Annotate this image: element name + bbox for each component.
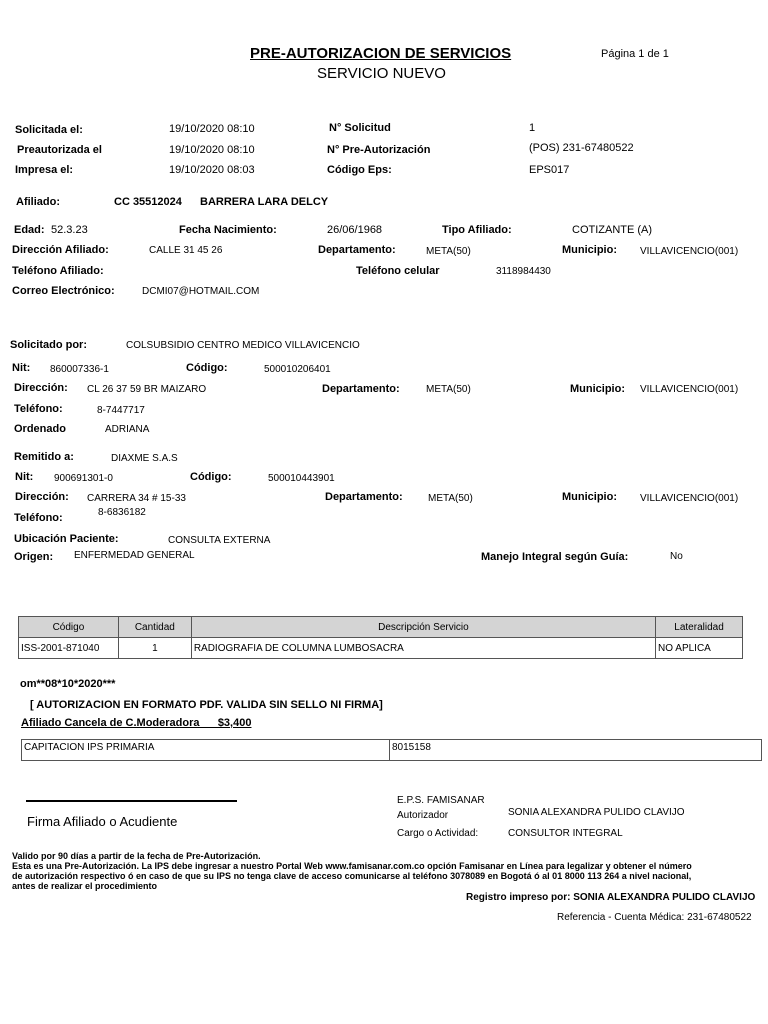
tipo-afiliado-value: COTIZANTE (A) (572, 224, 653, 236)
solicitado-value: COLSUBSIDIO CENTRO MEDICO VILLAVICENCIO (126, 340, 360, 351)
column-header-cantidad: Cantidad (118, 617, 191, 638)
codigo-eps-value: EPS017 (529, 164, 570, 176)
remitido-direccion-label: Dirección: (15, 491, 69, 503)
page-title: PRE-AUTORIZACION DE SERVICIOS (250, 45, 512, 62)
departamento-afiliado-value: META(50) (426, 246, 471, 257)
solicitado-departamento-label: Departamento: (322, 383, 400, 395)
solicitado-nit-label: Nit: (12, 362, 31, 374)
correo-label: Correo Electrónico: (12, 285, 115, 297)
remitido-label: Remitido a: (14, 451, 74, 463)
telefono-celular-value: 3118984430 (496, 266, 551, 277)
solicitado-municipio-value: VILLAVICENCIO(001) (640, 384, 739, 395)
solicitado-departamento-value: META(50) (426, 384, 471, 395)
nsolicitud-value: 1 (529, 122, 536, 134)
manejo-integral-label: Manejo Integral según Guía: (481, 551, 629, 563)
impresa-label: Impresa el: (15, 164, 74, 176)
origen-value: ENFERMEDAD GENERAL (74, 550, 195, 561)
autorizador-label: Autorizador (397, 810, 449, 821)
signature-line (26, 800, 237, 802)
direccion-afiliado-value: CALLE 31 45 26 (149, 245, 223, 256)
capitacion-label: CAPITACION IPS PRIMARIA (24, 742, 155, 753)
ubicacion-label: Ubicación Paciente: (14, 533, 119, 545)
departamento-afiliado-label: Departamento: (318, 244, 396, 256)
firma-label: Firma Afiliado o Acudiente (27, 814, 178, 829)
footer-line-4: antes de realizar el procedimiento (12, 881, 158, 891)
service-lateralidad: NO APLICA (656, 638, 743, 659)
tipo-afiliado-label: Tipo Afiliado: (442, 224, 512, 236)
remitido-telefono-value: 8-6836182 (98, 507, 146, 518)
solicitado-telefono-label: Teléfono: (14, 403, 63, 415)
edad-value: 52.3.23 (51, 224, 88, 236)
remitido-telefono-label: Teléfono: (14, 512, 63, 524)
remitido-codigo-value: 500010443901 (268, 473, 335, 484)
telefono-afiliado-label: Teléfono Afiliado: (12, 265, 104, 277)
capitacion-divider (389, 740, 390, 760)
fecha-nacimiento-value: 26/06/1968 (327, 224, 383, 236)
column-header-descripcion: Descripción Servicio (191, 617, 655, 638)
capitacion-box (21, 739, 762, 761)
solicitado-label: Solicitado por: (10, 339, 87, 351)
page-number: Página 1 de 1 (601, 48, 669, 60)
ubicacion-value: CONSULTA EXTERNA (168, 535, 271, 546)
origen-label: Origen: (14, 551, 54, 563)
municipio-afiliado-value: VILLAVICENCIO(001) (640, 246, 739, 257)
remitido-nit-value: 900691301-0 (54, 473, 113, 484)
service-cantidad: 1 (118, 638, 191, 659)
footer-line-1: Valido por 90 días a partir de la fecha de Pre-Autorización. (12, 851, 261, 861)
pdf-notice: [ AUTORIZACION EN FORMATO PDF. VALIDA SIN SELLO NI FIRMA] (30, 699, 383, 711)
preautorizada-label: Preautorizada el (17, 144, 102, 156)
referencia-cuenta: Referencia - Cuenta Médica: 231-67480522 (557, 912, 752, 923)
remitido-nit-label: Nit: (15, 471, 34, 483)
municipio-afiliado-label: Municipio: (562, 244, 617, 256)
ordenado-value: ADRIANA (105, 424, 150, 435)
solicitado-direccion-label: Dirección: (14, 382, 68, 394)
footer-line-3: de autorización respectivo ó en caso de que su IPS no tenga clave de acceso comunicarse al teléfono 3078089 en Bogotá ó al 01 8000 113 264 a nivel nacional, (12, 871, 692, 881)
eps-name: E.P.S. FAMISANAR (397, 795, 485, 806)
remitido-municipio-label: Municipio: (562, 491, 617, 503)
services-header-row (19, 617, 743, 638)
remitido-direccion-value: CARRERA 34 # 15-33 (87, 493, 186, 504)
service-codigo: ISS-2001-871040 (19, 638, 119, 659)
solicitado-codigo-value: 500010206401 (264, 364, 331, 375)
telefono-celular-label: Teléfono celular (356, 265, 440, 277)
page-subtitle: SERVICIO NUEVO (317, 65, 446, 82)
autorizador-value: SONIA ALEXANDRA PULIDO CLAVIJO (508, 807, 685, 818)
afiliado-id: CC 35512024 (114, 196, 182, 208)
solicitado-nit-value: 860007336-1 (50, 364, 109, 375)
services-table (18, 616, 743, 659)
remitido-departamento-label: Departamento: (325, 491, 403, 503)
remitido-value: DIAXME S.A.S (111, 453, 178, 464)
preautorizada-value: 19/10/2020 08:10 (169, 144, 255, 156)
remitido-municipio-value: VILLAVICENCIO(001) (640, 493, 739, 504)
impresa-value: 19/10/2020 08:03 (169, 164, 255, 176)
nsolicitud-label: N° Solicitud (329, 122, 391, 134)
ordenado-label: Ordenado (14, 423, 66, 435)
remitido-codigo-label: Código: (190, 471, 232, 483)
solicitado-municipio-label: Municipio: (570, 383, 625, 395)
npreautorizacion-value: (POS) 231-67480522 (529, 142, 634, 154)
solicitada-label: Solicitada el: (15, 124, 83, 136)
footer-legal-text (12, 851, 762, 891)
fecha-nacimiento-label: Fecha Nacimiento: (179, 224, 277, 236)
cuota-moderadora: Afiliado Cancela de C.Moderadora $3,400 (21, 717, 252, 729)
footer-line-2: Esta es una Pre-Autorización. La IPS debe ingresar a nuestro Portal Web www.famisanar.com.co opción Famisanar en Línea para legalizar y obtener el número (12, 861, 692, 871)
solicitado-telefono-value: 8-7447717 (97, 405, 145, 416)
column-header-lateralidad: Lateralidad (656, 617, 743, 638)
afiliado-label: Afiliado: (16, 196, 60, 208)
registro-impreso: Registro impreso por: SONIA ALEXANDRA PULIDO CLAVIJO (466, 892, 756, 903)
manejo-integral-value: No (670, 551, 683, 562)
service-descripcion: RADIOGRAFIA DE COLUMNA LUMBOSACRA (191, 638, 655, 659)
cargo-label: Cargo o Actividad: (397, 828, 479, 839)
capitacion-code: 8015158 (392, 742, 431, 753)
codigo-eps-label: Código Eps: (327, 164, 392, 176)
cargo-value: CONSULTOR INTEGRAL (508, 828, 623, 839)
solicitado-codigo-label: Código: (186, 362, 228, 374)
om-code: om**08*10*2020*** (20, 678, 116, 690)
correo-value: DCMI07@HOTMAIL.COM (142, 286, 260, 297)
column-header-codigo: Código (19, 617, 119, 638)
solicitada-value: 19/10/2020 08:10 (169, 123, 255, 135)
afiliado-name: BARRERA LARA DELCY (200, 196, 329, 208)
npreautorizacion-label: N° Pre-Autorización (327, 144, 431, 156)
solicitado-direccion-value: CL 26 37 59 BR MAIZARO (87, 384, 207, 395)
direccion-afiliado-label: Dirección Afiliado: (12, 244, 109, 256)
table-row (19, 638, 743, 659)
remitido-departamento-value: META(50) (428, 493, 473, 504)
edad-label: Edad: (14, 224, 45, 236)
